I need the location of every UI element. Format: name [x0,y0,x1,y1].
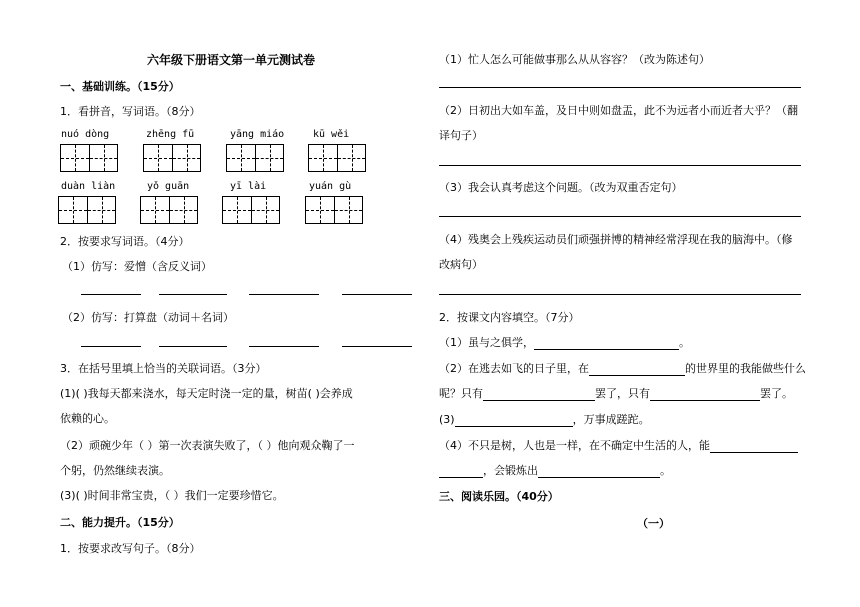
question-1: 1．看拼音，写词语。（8分） [60,105,201,118]
rewrite-item-3: （3）我会认真考虑这个问题。（改为双重否定句） [439,181,683,194]
answer-line[interactable] [81,294,141,295]
fill-item-4-cont: ，会锻炼出 。 [439,462,671,478]
fill-blank[interactable] [439,477,483,478]
reading-part-1-heading: （一） [637,517,670,530]
pinyin-label: yāng miáo [230,129,285,140]
fill-item-1: （1）虽与之俱学， 。 [439,336,690,349]
fill-blank[interactable] [534,349,679,350]
writing-grid[interactable] [222,196,280,224]
rewrite-item-1: （1）忙人怎么可能做事那么从从容容？（改为陈述句） [439,53,710,66]
question-3: 3．在括号里填上恰当的关联词语。（3分） [60,362,267,375]
answer-line[interactable] [439,165,801,166]
page-title: 六年级下册语文第一单元测试卷 [147,53,316,67]
question-5: 2．按课文内容填空。（7分） [439,311,580,324]
writing-grid[interactable] [226,144,284,172]
answer-line[interactable] [81,346,141,347]
writing-grid[interactable] [140,196,198,224]
answer-line[interactable] [439,87,801,88]
writing-grid[interactable] [143,144,201,172]
fill-blank[interactable] [538,477,660,478]
fill-blank[interactable] [455,426,573,427]
pinyin-label: nuó dòng [61,129,110,140]
section-1-heading: 一、基础训练。（15分） [60,80,180,93]
fill-item-2: （2）在逃去如飞的日子里，在 的世界里的我能做些什么 [439,362,806,375]
fill-blank[interactable] [483,400,595,401]
pinyin-label: zhēng fū [146,129,195,140]
fill-blank[interactable] [589,375,685,376]
pinyin-label: yuán gù [309,181,352,192]
section-2-heading: 二、能力提升。（15分） [60,516,180,529]
question-4: 1．按要求改写句子。（8分） [60,542,201,555]
question-3-part-1: (1)( )我每天都来浇水，每天定时浇一定的量，树苗( )会养成 [60,387,353,400]
answer-line[interactable] [439,216,801,217]
writing-grid[interactable] [308,144,366,172]
question-2-part-1: （1）仿写：爱憎（含反义词） [62,260,212,273]
question-3-part-2-cont: 个躬，仍然继续表演。 [60,464,170,477]
answer-line[interactable] [249,346,319,347]
fill-blank[interactable] [710,452,798,453]
rewrite-item-2-cont: 译句子） [439,129,483,142]
pinyin-label: duàn liàn [61,181,116,192]
rewrite-item-4: （4）残奥会上残疾运动员们顽强拼博的精神经常浮现在我的脑海中。（修 [439,233,793,246]
pinyin-label: kū wěi [313,129,350,140]
answer-line[interactable] [342,346,412,347]
writing-grid[interactable] [305,196,363,224]
fill-item-3: (3) ，万事成蹉跎。 [439,413,650,426]
question-3-part-3: (3)( )时间非常宝贵，（ ）我们一定要珍惜它。 [60,489,284,502]
answer-line[interactable] [342,294,412,295]
rewrite-item-2: （2）日初出大如车盖，及日中则如盘盂，此不为远者小而近者大乎？（翻 [439,104,798,117]
question-3-part-2: （2）顽碗少年（ ）第一次表演失败了，（ ）他向观众鞠了一 [60,439,355,452]
answer-line[interactable] [159,346,227,347]
answer-line[interactable] [439,294,801,295]
answer-line[interactable] [249,294,319,295]
question-3-part-1-cont: 依赖的心。 [60,412,115,425]
pinyin-label: yǒ guān [147,181,190,192]
pinyin-label: yī lài [230,181,267,192]
section-3-heading: 三、阅读乐园。（40分） [439,490,559,503]
answer-line[interactable] [159,294,227,295]
question-2-part-2: （2）仿写：打算盘（动词＋名词） [62,311,234,324]
fill-item-4: （4）不只是树，人也是一样，在不确定中生活的人，能 [439,437,798,453]
fill-item-2-cont: 呢？只有 罢了，只有 罢了。 [439,387,793,400]
rewrite-item-4-cont: 改病句） [439,258,483,271]
question-2: 2．按要求写词语。（4分） [60,235,190,248]
writing-grid[interactable] [58,196,116,224]
writing-grid[interactable] [60,144,118,172]
fill-blank[interactable] [650,400,760,401]
